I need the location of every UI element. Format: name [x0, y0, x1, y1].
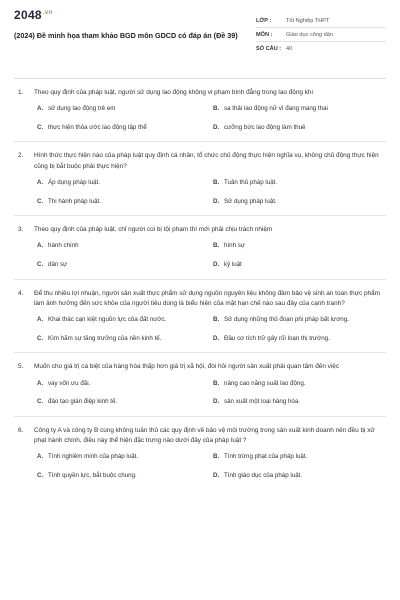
question-number: 6.	[18, 426, 24, 434]
answer-option-a[interactable]	[34, 379, 210, 389]
answer-option-d[interactable]	[210, 123, 386, 133]
answer-option-b[interactable]	[210, 241, 386, 251]
answer-letter: B.	[213, 379, 220, 387]
answer-options	[34, 104, 386, 132]
question-5	[14, 353, 386, 416]
answer-text: Áp dụng pháp luật.	[48, 178, 100, 186]
answer-option-b[interactable]	[210, 379, 386, 389]
question-number: 5.	[18, 363, 24, 371]
answer-letter: D.	[213, 197, 220, 205]
meta-row-class	[256, 14, 386, 28]
answer-text: dân sự	[48, 261, 68, 269]
answer-letter: A.	[37, 105, 44, 113]
answer-letter: B.	[213, 316, 220, 324]
answer-letter: C.	[37, 123, 44, 131]
answer-text: đào tạo gián điệp kinh tế.	[48, 398, 118, 406]
meta-label: SỐ CÂU :	[256, 46, 282, 52]
answer-option-c[interactable]	[34, 334, 210, 344]
meta-row-subject	[256, 28, 386, 42]
answer-text: Thi hành pháp luật.	[48, 197, 101, 205]
answer-letter: A.	[37, 242, 44, 250]
answer-text: hình sự	[224, 242, 245, 250]
answer-letter: C.	[37, 398, 44, 406]
answer-letter: D.	[213, 261, 220, 269]
answer-text: cưỡng bức lao động làm thuê	[224, 123, 306, 131]
answer-text: sử dụng lao động trẻ em	[48, 105, 116, 113]
answer-letter: B.	[213, 105, 220, 113]
logo-suffix: .vn	[42, 10, 53, 16]
answer-text: Tuân thủ pháp luật.	[224, 178, 278, 186]
question-number: 1.	[18, 89, 24, 96]
question-number: 4.	[18, 289, 24, 297]
answer-option-c[interactable]	[34, 471, 210, 481]
answer-option-b[interactable]	[210, 315, 386, 325]
answer-text: thực hiện thỏa ước lao động tập thể	[48, 123, 147, 131]
meta-value: Giáo dục công dân	[286, 31, 333, 38]
answer-option-d[interactable]	[210, 397, 386, 407]
answer-letter: A.	[37, 178, 44, 186]
question-text: Theo quy định của pháp luật, chỉ người coi bị tội phạm thì mới phải chịu trách nhiệm	[34, 226, 273, 234]
answer-option-c[interactable]	[34, 397, 210, 407]
question-list	[14, 79, 386, 481]
meta-value: Tốt Nghiệp THPT	[286, 17, 330, 24]
answer-text: Tính trừng phạt của pháp luật.	[224, 453, 308, 461]
answer-text: sản xuất một loại hàng hóa.	[224, 398, 301, 406]
answer-options	[34, 315, 386, 343]
meta-table	[256, 14, 386, 56]
answer-text: Kìm hãm sự tăng trưởng của nền kinh tế.	[48, 334, 162, 342]
document-header	[14, 8, 386, 70]
answer-text: Sử dụng những thủ đoạn phi pháp bất lương.	[224, 316, 349, 324]
question-3	[14, 216, 386, 279]
answer-option-d[interactable]	[210, 197, 386, 207]
site-logo[interactable]	[14, 8, 246, 22]
answer-text: Đầu cơ tích trữ gây rối loạn thị trường.	[224, 334, 330, 342]
answer-option-a[interactable]	[34, 241, 210, 251]
question-text: Để thu nhiều lợi nhuận, người sản xuất thực phẩm sử dụng nguồn nguyên liệu không đảm bảo vệ sinh an toàn thực phẩm làm ảnh hưởng đến sức khỏe của người tiêu dùng là biểu hiện của mặt hạn chế nào sau đây của cạnh tranh?	[34, 289, 380, 307]
answer-option-b[interactable]	[210, 104, 386, 114]
meta-value: 40	[286, 46, 293, 52]
answer-letter: A.	[37, 453, 44, 461]
answer-options	[34, 379, 386, 407]
answer-letter: A.	[37, 316, 44, 324]
answer-option-a[interactable]	[34, 315, 210, 325]
question-text: Hình thức thực hiện nào của pháp luật quy định cá nhân, tổ chức chủ động thực hiện nghĩa vụ, không chủ động thực hiện cũng bị bắt buộc phải thực hiện?	[34, 152, 379, 170]
answer-letter: D.	[213, 471, 220, 479]
answer-text: vay vốn ưu đãi.	[48, 379, 91, 387]
answer-text: Khai thác cạn kiệt nguồn lực của đất nước.	[48, 316, 167, 324]
answer-letter: A.	[37, 379, 44, 387]
answer-option-b[interactable]	[210, 452, 386, 462]
meta-row-count	[256, 42, 386, 56]
answer-text: Tính giáo dục của pháp luật.	[224, 471, 303, 479]
answer-options	[34, 452, 386, 480]
answer-options	[34, 178, 386, 206]
answer-letter: D.	[213, 123, 220, 131]
answer-letter: C.	[37, 471, 44, 479]
question-text: Công ty A và công ty B cùng không tuân thủ các quy định về bảo vệ môi trường trong sản xuất kinh doanh nên đều bị xử phạt hành chính, điều này thể hiện đặc trưng nào dưới đây của pháp luật ?	[34, 426, 375, 445]
answer-option-d[interactable]	[210, 260, 386, 270]
question-text: Muốn cho giá trị cá biệt của hàng hóa thấp hơn giá trị xã hội, đòi hỏi người sản xuất phải quan tâm đến việc	[34, 363, 340, 371]
question-number: 2.	[18, 152, 24, 160]
answer-option-b[interactable]	[210, 178, 386, 188]
answer-letter: D.	[213, 398, 220, 406]
question-4	[14, 280, 386, 354]
answer-letter: B.	[213, 178, 220, 186]
logo-text: 2048	[14, 8, 42, 22]
answer-letter: B.	[213, 453, 220, 461]
question-6	[14, 417, 386, 481]
answer-option-d[interactable]	[210, 471, 386, 481]
answer-text: sa thải lao động nữ vì đang mang thai	[224, 105, 328, 113]
answer-option-c[interactable]	[34, 260, 210, 270]
header-left	[14, 8, 246, 41]
answer-letter: C.	[37, 334, 44, 342]
answer-option-a[interactable]	[34, 452, 210, 462]
answer-text: kỷ luật	[224, 261, 242, 269]
answer-letter: C.	[37, 261, 44, 269]
answer-text: hành chính	[48, 242, 79, 250]
answer-option-d[interactable]	[210, 334, 386, 344]
meta-label: LỚP :	[256, 17, 272, 24]
question-text: Theo quy định của pháp luật, người sử dụng lao động không vi phạm bình đẳng trong lao động khi	[34, 89, 313, 96]
answer-option-c[interactable]	[34, 197, 210, 207]
answer-option-a[interactable]	[34, 104, 210, 114]
question-number: 3.	[18, 226, 24, 234]
answer-letter: D.	[213, 334, 220, 342]
answer-letter: B.	[213, 242, 220, 250]
answer-option-c[interactable]	[34, 123, 210, 133]
meta-label: MÔN :	[256, 31, 273, 38]
answer-text: Sử dụng pháp luật.	[224, 197, 277, 205]
question-1	[14, 79, 386, 142]
document-title: (2024) Đề minh họa tham khảo BGD môn GDCD có đáp án (Đề 39)	[14, 31, 238, 40]
answer-option-a[interactable]	[34, 178, 210, 188]
answer-text: Tính nghiêm minh của pháp luật.	[48, 453, 139, 461]
answer-text: Tính quyền lực, bắt buộc chung.	[48, 471, 137, 479]
answer-text: nâng cao năng suất lao động.	[224, 379, 306, 387]
answer-letter: C.	[37, 197, 44, 205]
answer-options	[34, 241, 386, 269]
question-2	[14, 142, 386, 216]
